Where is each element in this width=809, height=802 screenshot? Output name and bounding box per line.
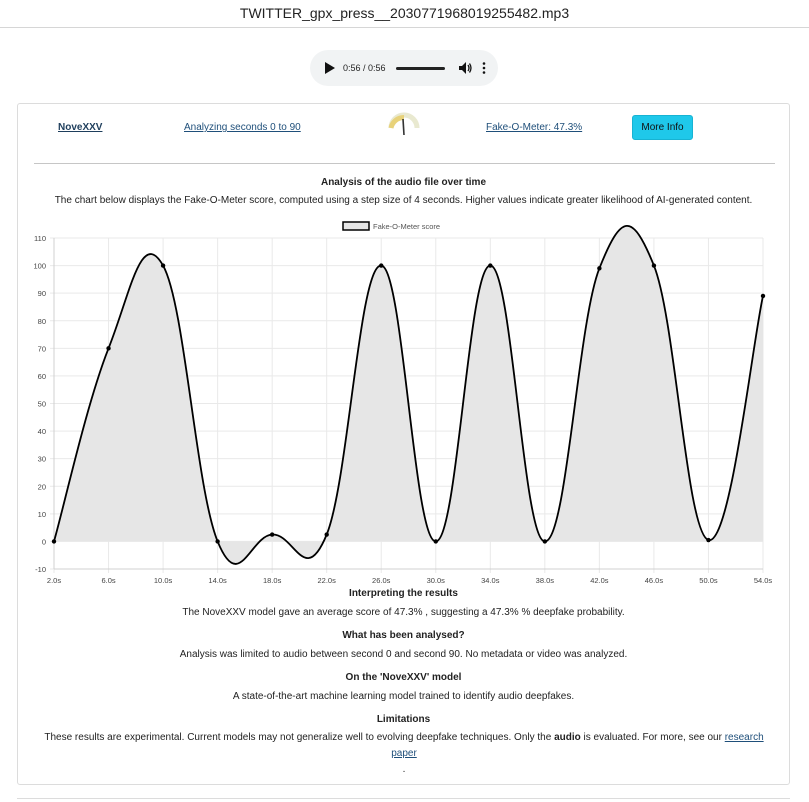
results-card: [17, 103, 790, 785]
y-tick-label: 40: [37, 427, 46, 437]
more-info-button[interactable]: More Info: [632, 115, 693, 140]
data-point: [761, 294, 765, 298]
legend-swatch: [343, 222, 369, 230]
title-divider: [0, 27, 809, 28]
data-point: [379, 263, 383, 267]
model-text: A state-of-the-art machine learning model trained to identify audio deepfakes.: [232, 691, 575, 702]
x-tick-label: 30.0s: [426, 576, 445, 585]
x-tick-label: 38.0s: [535, 576, 555, 585]
volume-icon[interactable]: [459, 62, 472, 74]
data-point: [161, 263, 165, 267]
fake-o-meter-gauge-icon: [388, 116, 420, 136]
y-tick-label: 100: [33, 261, 46, 271]
limitations-text-after: is evaluated. For more, see our: [580, 732, 725, 743]
data-point: [597, 266, 601, 270]
y-tick-label: 70: [37, 344, 46, 354]
series-area: [54, 226, 763, 564]
x-tick-label: 22.0s: [317, 576, 336, 585]
y-tick-label: 10: [37, 509, 46, 519]
data-point: [324, 532, 328, 536]
legend-label: Fake-O-Meter score: [373, 222, 441, 231]
chart-heading: Analysis of the audio file over time: [320, 177, 487, 188]
x-tick-label: 42.0s: [590, 576, 609, 585]
model-link[interactable]: NoveXXV: [58, 122, 103, 133]
limitations-heading: Limitations: [376, 714, 431, 725]
analysed-heading: What has been analysed?: [342, 630, 465, 641]
analysed-text: Analysis was limited to audio between second 0 and second 90. No metadata or video was analyzed.: [179, 649, 628, 660]
data-point: [434, 539, 438, 543]
y-tick-label: 0: [41, 537, 46, 547]
x-tick-label: 46.0s: [644, 576, 664, 585]
data-point: [52, 539, 56, 543]
y-tick-label: 110: [34, 234, 46, 243]
fake-o-meter-link[interactable]: Fake-O-Meter: 47.3%: [486, 122, 583, 133]
x-tick-label: 6.0s: [101, 576, 116, 585]
data-point: [270, 532, 274, 536]
y-tick-label: 50: [37, 399, 46, 409]
page-bottom-divider: [17, 798, 790, 799]
x-tick-label: 10.0s: [153, 576, 173, 585]
x-tick-label: 50.0s: [699, 576, 718, 585]
more-vert-icon[interactable]: [482, 62, 486, 74]
data-point: [706, 538, 710, 542]
limitations-text-before: These results are experimental. Current models may not generalize well to evolving deepfake techniques. Only the: [44, 732, 555, 743]
x-tick-label: 18.0s: [262, 576, 282, 585]
x-tick-label: 2.0s: [46, 576, 62, 585]
x-tick-label: 26.0s: [372, 576, 391, 585]
limitations-bold: audio: [554, 732, 581, 743]
limitations-trailing: .: [402, 764, 406, 775]
range-link[interactable]: Analyzing seconds 0 to 90: [184, 122, 301, 133]
y-tick-label: -10: [35, 565, 46, 574]
y-tick-label: 80: [37, 316, 46, 326]
data-point: [543, 539, 547, 543]
section-divider: [34, 163, 775, 164]
x-tick-label: 14.0s: [208, 576, 227, 585]
summary-row: [18, 104, 789, 154]
interpreting-text: The NoveXXV model gave an average score of 47.3% , suggesting a 47.3% % deepfake probability.: [182, 607, 625, 618]
data-point: [106, 346, 110, 350]
x-tick-label: 34.0s: [481, 576, 500, 585]
y-tick-label: 20: [37, 482, 46, 492]
data-point: [488, 263, 492, 267]
progress-bar[interactable]: [396, 67, 445, 70]
y-tick-label: 30: [37, 454, 46, 464]
data-point: [215, 539, 219, 543]
x-tick-label: 54.0s: [753, 576, 773, 585]
audio-player[interactable]: [310, 50, 498, 86]
play-icon[interactable]: [325, 62, 335, 74]
y-tick-label: 90: [37, 289, 46, 299]
chart-description: The chart below displays the Fake-O-Meter score, computed using a step size of 4 seconds. Higher values indicate greater likelihood of AI-generated content.: [54, 195, 753, 206]
window-title: TWITTER_gpx_press__2030771968019255482.mp3: [239, 5, 570, 21]
player-time: 0:56 / 0:56: [343, 63, 386, 73]
data-point: [652, 263, 656, 267]
interpreting-heading: Interpreting the results: [349, 588, 458, 599]
model-heading: On the 'NoveXXV' model: [345, 672, 462, 683]
y-tick-label: 60: [37, 371, 46, 381]
fake-o-meter-chart: [18, 218, 789, 585]
research-paper-link[interactable]: research paper: [391, 732, 764, 759]
limitations-text: [34, 730, 774, 778]
